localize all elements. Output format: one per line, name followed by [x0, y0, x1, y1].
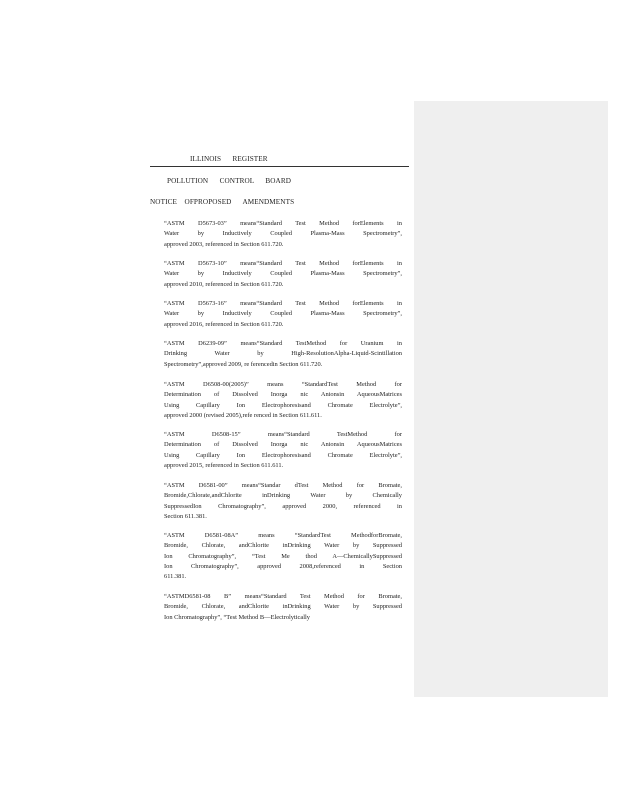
register-header: ILLINOIS REGISTER — [190, 155, 268, 163]
definition-entry — [164, 380, 402, 421]
entry-line: approved 2000 (revised 2005),refe renced in Section 611.611. — [164, 411, 322, 419]
entry-line: Ion Chromatography”, “Test Me thod A—ChemicallySuppressed — [164, 552, 402, 560]
definition-entry — [164, 299, 402, 330]
entry-line: Using Capillary Ion Electrophoresisand Chromate Electrolyte”, — [164, 401, 402, 409]
definition-entry — [164, 259, 402, 290]
entry-line: Using Capillary Ion Electrophoresisand Chromate Electrolyte”, — [164, 451, 402, 459]
header-rule — [150, 166, 409, 167]
definition-entry — [164, 592, 402, 623]
entry-line: “ASTM D6581-00” means“Standar dTest Method for Bromate, — [164, 482, 402, 489]
entry-line: Section 611.381. — [164, 512, 207, 520]
entry-line: approved 2015, referenced in Section 611.611. — [164, 461, 284, 469]
entry-line: Drinking Water by High-ResolutionAlpha-Liquid-Scintillation — [164, 350, 402, 358]
entry-line: “ASTM D6581-08A” means “StandardTest MethodforBromate, — [164, 532, 402, 539]
notice-header: NOTICE OFPROPOSED AMENDMENTS — [150, 198, 295, 206]
definition-entry — [164, 219, 402, 250]
entry-line: approved 2016, referenced in Section 611.720. — [164, 320, 284, 328]
entry-line: approved 2010, referenced in Section 611.720. — [164, 280, 284, 288]
entry-line: “ASTM D5673-03” means“Standard Test Method forElements in — [164, 220, 402, 227]
entry-line: 611.381. — [164, 573, 187, 581]
entry-line: Bromide,Chlorate,andChlorite inDrinking Water by Chemically — [164, 492, 402, 500]
definition-entry — [164, 531, 402, 582]
entry-line: “ASTM D5673-16” means“Standard Test Method forElements in — [164, 300, 402, 307]
entry-line: Ion Chromatography”, “Test Method B—Electrolytically — [164, 613, 310, 621]
entry-line: Determination of Dissolved Inorga nic Anionsin AqueousMatrices — [164, 441, 402, 449]
entry-line: “ASTM D6239-09” means“Standard TestMethod for Uranium in — [164, 340, 402, 347]
comment-pane — [414, 101, 608, 697]
entry-line: Water by Inductively Coupled Plasma-Mass Spectrometry”, — [164, 230, 402, 238]
entry-line: Spectrometry”,approved 2009, re ferencedin Section 611.720. — [164, 360, 323, 368]
definition-entry — [164, 339, 402, 370]
entry-line: Determination of Dissolved Inorga nic Anionsin AqueousMatrices — [164, 391, 402, 399]
entry-line: approved 2003, referenced in Section 611.720. — [164, 240, 284, 248]
entry-line: Bromide, Chlorate, andChlorite inDrinking Water by Suppressed — [164, 542, 402, 550]
entry-line: Water by Inductively Coupled Plasma-Mass Spectrometry”, — [164, 310, 402, 318]
definition-entry — [164, 481, 402, 522]
entry-line: SuppressedIon Chromatography”, approved 2000, referenced in — [164, 502, 402, 510]
entry-line: “ASTM D6508-00(2005)” means “StandardTest Method for — [164, 381, 402, 388]
entry-line: “ASTM D5673-10” means“Standard Test Method forElements in — [164, 260, 402, 267]
board-header: POLLUTION CONTROL BOARD — [167, 177, 292, 185]
definition-entry — [164, 430, 402, 471]
entry-line: Ion Chromatography”, approved 2008,referenced in Section — [164, 562, 402, 570]
entry-line: Water by Inductively Coupled Plasma-Mass Spectrometry”, — [164, 270, 402, 278]
entry-line: “ASTM D6508-15” means“Standard TestMethod for — [164, 431, 402, 438]
entry-line: Bromide, Chlorate, andChlorite inDrinking Water by Suppressed — [164, 603, 402, 611]
entry-line: “ASTMD6581-08 B” means“Standard Test Method for Bromate, — [164, 593, 402, 600]
